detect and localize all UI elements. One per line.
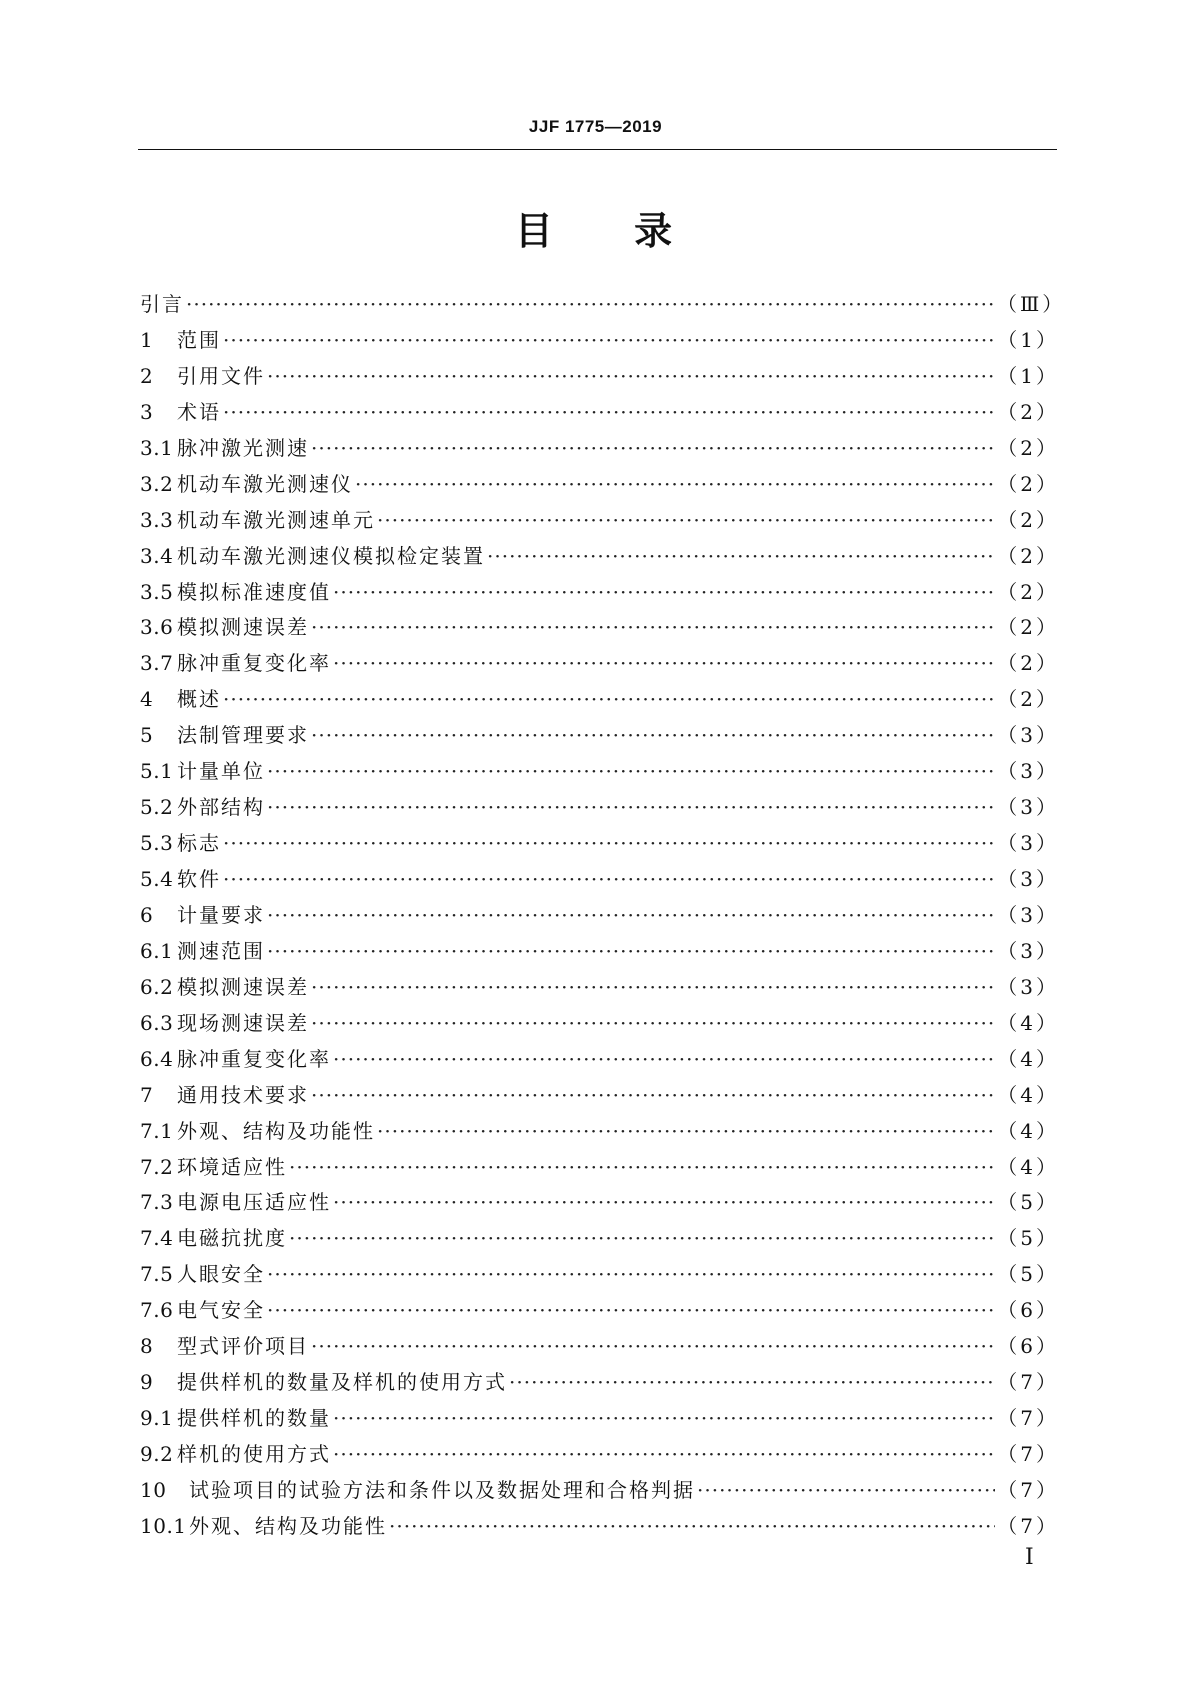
toc-entry-number: 6.4	[140, 1046, 174, 1071]
toc-leader-dots	[267, 754, 995, 790]
toc-entry-title: 机动车激光测速仪模拟检定装置	[177, 543, 485, 568]
toc-entry[interactable]	[140, 287, 1066, 323]
toc-leader-dots	[311, 431, 995, 467]
toc-leader-dots	[333, 1437, 995, 1473]
toc-entry-number: 9.2	[140, 1442, 174, 1466]
toc-entry-number: 7	[140, 1082, 154, 1107]
toc-entry-page: （3）	[997, 795, 1059, 820]
toc-leader-dots	[186, 287, 995, 323]
toc-entry[interactable]	[140, 970, 1059, 1006]
toc-entry-page: （7）	[997, 1513, 1059, 1538]
toc-leader-dots	[223, 682, 995, 718]
toc-entry[interactable]	[140, 1473, 1059, 1509]
toc-entry[interactable]	[140, 1185, 1059, 1221]
toc-leader-dots	[355, 467, 995, 503]
toc-leader-dots	[267, 898, 995, 934]
toc-entry[interactable]	[140, 934, 1059, 970]
toc-leader-dots	[389, 1509, 995, 1545]
page-folio: Ⅰ	[1025, 1545, 1034, 1570]
toc-entry[interactable]	[140, 646, 1059, 682]
toc-leader-dots	[289, 1221, 995, 1257]
toc-entry[interactable]	[140, 359, 1059, 395]
toc-leader-dots	[697, 1473, 995, 1509]
toc-entry[interactable]	[140, 1293, 1059, 1329]
toc-entry-number: 5.4	[140, 867, 174, 891]
toc-entry-title: 引用文件	[177, 363, 265, 388]
toc-entry-page: （3）	[997, 831, 1059, 856]
toc-entry-page: （7）	[997, 1442, 1059, 1466]
running-header: JJF 1775—2019	[528, 117, 663, 136]
toc-entry-page: （3）	[997, 938, 1059, 963]
toc-entry[interactable]	[140, 323, 1059, 359]
toc-entry-number: 10.1	[140, 1513, 187, 1538]
toc-entry-page: （2）	[997, 435, 1059, 460]
toc-entry-page: （1）	[997, 327, 1059, 352]
toc-leader-dots	[311, 1078, 995, 1114]
toc-entry[interactable]	[140, 1329, 1059, 1365]
toc-entry-page: （3）	[997, 974, 1059, 999]
toc-entry-page: （7）	[997, 1406, 1059, 1431]
toc-entry-title: 脉冲激光测速	[177, 435, 309, 460]
toc-entry-page: （3）	[997, 867, 1059, 891]
toc-entry[interactable]	[140, 1401, 1059, 1437]
toc-entry[interactable]	[140, 395, 1059, 431]
toc-entry[interactable]	[140, 503, 1059, 539]
toc-entry-title: 模拟测速误差	[177, 615, 309, 640]
toc-entry[interactable]	[140, 1042, 1059, 1078]
toc-leader-dots	[267, 1257, 995, 1293]
toc-entry-page: （3）	[997, 902, 1059, 927]
toc-entry[interactable]	[140, 826, 1059, 862]
toc-entry-page: （4）	[997, 1046, 1059, 1071]
toc-entry-title: 机动车激光测速单元	[177, 507, 375, 532]
toc-entry[interactable]	[140, 1006, 1059, 1042]
toc-entry-number: 3.2	[140, 471, 174, 496]
toc-entry-number: 6.2	[140, 974, 174, 999]
toc-entry[interactable]	[140, 1509, 1059, 1545]
toc-entry-number: 7.3	[140, 1190, 174, 1215]
toc-leader-dots	[267, 934, 995, 970]
toc-entry-title: 外部结构	[177, 795, 265, 820]
toc-entry-title: 术语	[177, 399, 221, 424]
toc-entry-title: 软件	[177, 867, 221, 891]
toc-entry[interactable]	[140, 1221, 1059, 1257]
toc-entry-title: 概述	[177, 687, 221, 712]
toc-entry-number: 5.3	[140, 831, 174, 856]
toc-entry-number: 3	[140, 399, 154, 424]
toc-entry-number: 3.3	[140, 507, 174, 532]
toc-leader-dots	[311, 970, 995, 1006]
toc-leader-dots	[223, 395, 995, 431]
toc-entry[interactable]	[140, 467, 1059, 503]
toc-entry-number: 3.1	[140, 435, 174, 460]
toc-entry-title: 法制管理要求	[177, 723, 309, 748]
toc-entry-number: 6	[140, 902, 154, 927]
toc-entry-title: 计量单位	[177, 759, 265, 784]
toc-leader-dots	[267, 790, 995, 826]
toc-entry-page: （2）	[997, 687, 1059, 712]
toc-entry-title: 电源电压适应性	[177, 1190, 331, 1215]
toc-entry-number: 9.1	[140, 1406, 174, 1431]
toc-entry-title: 型式评价项目	[177, 1334, 309, 1359]
toc-entry-page: （3）	[997, 759, 1059, 784]
toc-entry-number: 7.1	[140, 1118, 174, 1143]
toc-entry-page: （5）	[997, 1226, 1059, 1251]
toc-leader-dots	[377, 1114, 995, 1150]
toc-entry[interactable]	[140, 790, 1059, 826]
toc-entry-title: 脉冲重复变化率	[177, 651, 331, 676]
toc-leader-dots	[223, 323, 995, 359]
toc-entry-page: （4）	[997, 1118, 1059, 1143]
toc-entry-number: 10	[140, 1477, 167, 1502]
toc-entry-page: （1）	[997, 363, 1059, 388]
toc-entry-number: 7.6	[140, 1298, 174, 1323]
toc-leader-dots	[377, 503, 995, 539]
toc-entry-page: （Ⅲ）	[997, 292, 1066, 316]
toc-entry[interactable]	[140, 862, 1059, 898]
toc-entry-number: 5	[140, 723, 154, 748]
toc-entry-number: 3.5	[140, 579, 174, 604]
toc-entry-number: 3.4	[140, 543, 174, 568]
toc-entry[interactable]	[140, 682, 1059, 718]
toc-entry-number: 1	[140, 327, 154, 352]
toc-entry-title: 标志	[177, 831, 221, 856]
toc-entry[interactable]	[140, 575, 1059, 611]
toc-entry-page: （5）	[997, 1190, 1059, 1215]
toc-entry[interactable]	[140, 1150, 1059, 1186]
toc-entry-page: （7）	[997, 1370, 1059, 1395]
toc-entry[interactable]	[140, 431, 1059, 467]
toc-entry[interactable]	[140, 754, 1059, 790]
toc-entry-title: 电气安全	[177, 1298, 265, 1323]
toc-entry-title: 引言	[140, 292, 184, 316]
toc-entry-title: 脉冲重复变化率	[177, 1046, 331, 1071]
toc-leader-dots	[223, 826, 995, 862]
toc-entry[interactable]	[140, 1078, 1059, 1114]
toc-leader-dots	[289, 1150, 995, 1186]
toc-entry-title: 通用技术要求	[177, 1082, 309, 1107]
toc-entry-number: 6.1	[140, 938, 174, 963]
toc-entry[interactable]	[140, 1437, 1059, 1473]
toc-leader-dots	[311, 610, 995, 646]
toc-entry-title: 电磁抗扰度	[177, 1226, 287, 1251]
toc-entry-page: （6）	[997, 1334, 1059, 1359]
toc-entry-title: 测速范围	[177, 938, 265, 963]
toc-entry[interactable]	[140, 539, 1059, 575]
toc-entry-title: 提供样机的数量	[177, 1406, 331, 1431]
toc-entry-title: 范围	[177, 327, 221, 352]
toc-entry[interactable]	[140, 1114, 1059, 1150]
toc-entry-title: 试验项目的试验方法和条件以及数据处理和合格判据	[189, 1477, 695, 1502]
toc-leader-dots	[333, 1042, 995, 1078]
toc-entry[interactable]	[140, 718, 1059, 754]
toc-entry-title: 外观、结构及功能性	[177, 1118, 375, 1143]
toc-entry-page: （2）	[997, 579, 1059, 604]
toc-leader-dots	[333, 1185, 995, 1221]
toc-entry-number: 5.2	[140, 795, 174, 820]
toc-entry-number: 9	[140, 1370, 154, 1395]
toc-entry-title: 计量要求	[177, 902, 265, 927]
toc-entry-title: 模拟标准速度值	[177, 579, 331, 604]
toc-entry[interactable]	[140, 610, 1059, 646]
header-rule	[138, 149, 1057, 150]
toc-entry-number: 8	[140, 1334, 154, 1359]
toc-entry-page: （4）	[997, 1082, 1059, 1107]
toc-leader-dots	[311, 1329, 995, 1365]
toc-entry-page: （4）	[997, 1154, 1059, 1179]
toc-entry-title: 现场测速误差	[177, 1010, 309, 1035]
toc-entry-title: 外观、结构及功能性	[189, 1513, 387, 1538]
toc-entry-title: 人眼安全	[177, 1262, 265, 1287]
toc-entry-title: 样机的使用方式	[177, 1442, 331, 1466]
toc-entry-page: （7）	[997, 1477, 1059, 1502]
toc-entry-number: 7.4	[140, 1226, 174, 1251]
toc-entry-page: （2）	[997, 615, 1059, 640]
toc-leader-dots	[223, 862, 995, 898]
toc-leader-dots	[267, 1293, 995, 1329]
toc-entry-page: （3）	[997, 723, 1059, 748]
toc-entry[interactable]	[140, 1365, 1059, 1401]
toc-entry-number: 7.5	[140, 1262, 174, 1287]
toc-entry-number: 5.1	[140, 759, 174, 784]
toc-entry-number: 3.7	[140, 651, 174, 676]
toc-entry-page: （2）	[997, 471, 1059, 496]
toc-entry-number: 3.6	[140, 615, 174, 640]
toc-entry[interactable]	[140, 898, 1059, 934]
toc-entry-title: 机动车激光测速仪	[177, 471, 353, 496]
toc-entry-number: 7.2	[140, 1154, 174, 1179]
toc-leader-dots	[487, 539, 995, 575]
toc-entry[interactable]	[140, 1257, 1059, 1293]
toc-entry-page: （4）	[997, 1010, 1059, 1035]
toc-entry-number: 2	[140, 363, 154, 388]
toc-entry-page: （5）	[997, 1262, 1059, 1287]
toc-entry-number: 6.3	[140, 1010, 174, 1035]
toc-entry-page: （6）	[997, 1298, 1059, 1323]
toc-entry-page: （2）	[997, 651, 1059, 676]
toc-leader-dots	[509, 1365, 995, 1401]
toc-entry-page: （2）	[997, 507, 1059, 532]
toc-entry-page: （2）	[997, 543, 1059, 568]
toc-leader-dots	[333, 646, 995, 682]
toc-entry-title: 模拟测速误差	[177, 974, 309, 999]
toc-leader-dots	[311, 718, 995, 754]
toc-entry-title: 环境适应性	[177, 1154, 287, 1179]
toc-leader-dots	[267, 359, 995, 395]
toc-list	[140, 287, 1066, 1545]
toc-leader-dots	[311, 1006, 995, 1042]
toc-entry-number: 4	[140, 687, 154, 712]
toc-leader-dots	[333, 575, 995, 611]
toc-leader-dots	[333, 1401, 995, 1437]
toc-entry-title: 提供样机的数量及样机的使用方式	[177, 1370, 507, 1395]
toc-entry-page: （2）	[997, 399, 1059, 424]
toc-title: 目 录	[514, 209, 677, 253]
